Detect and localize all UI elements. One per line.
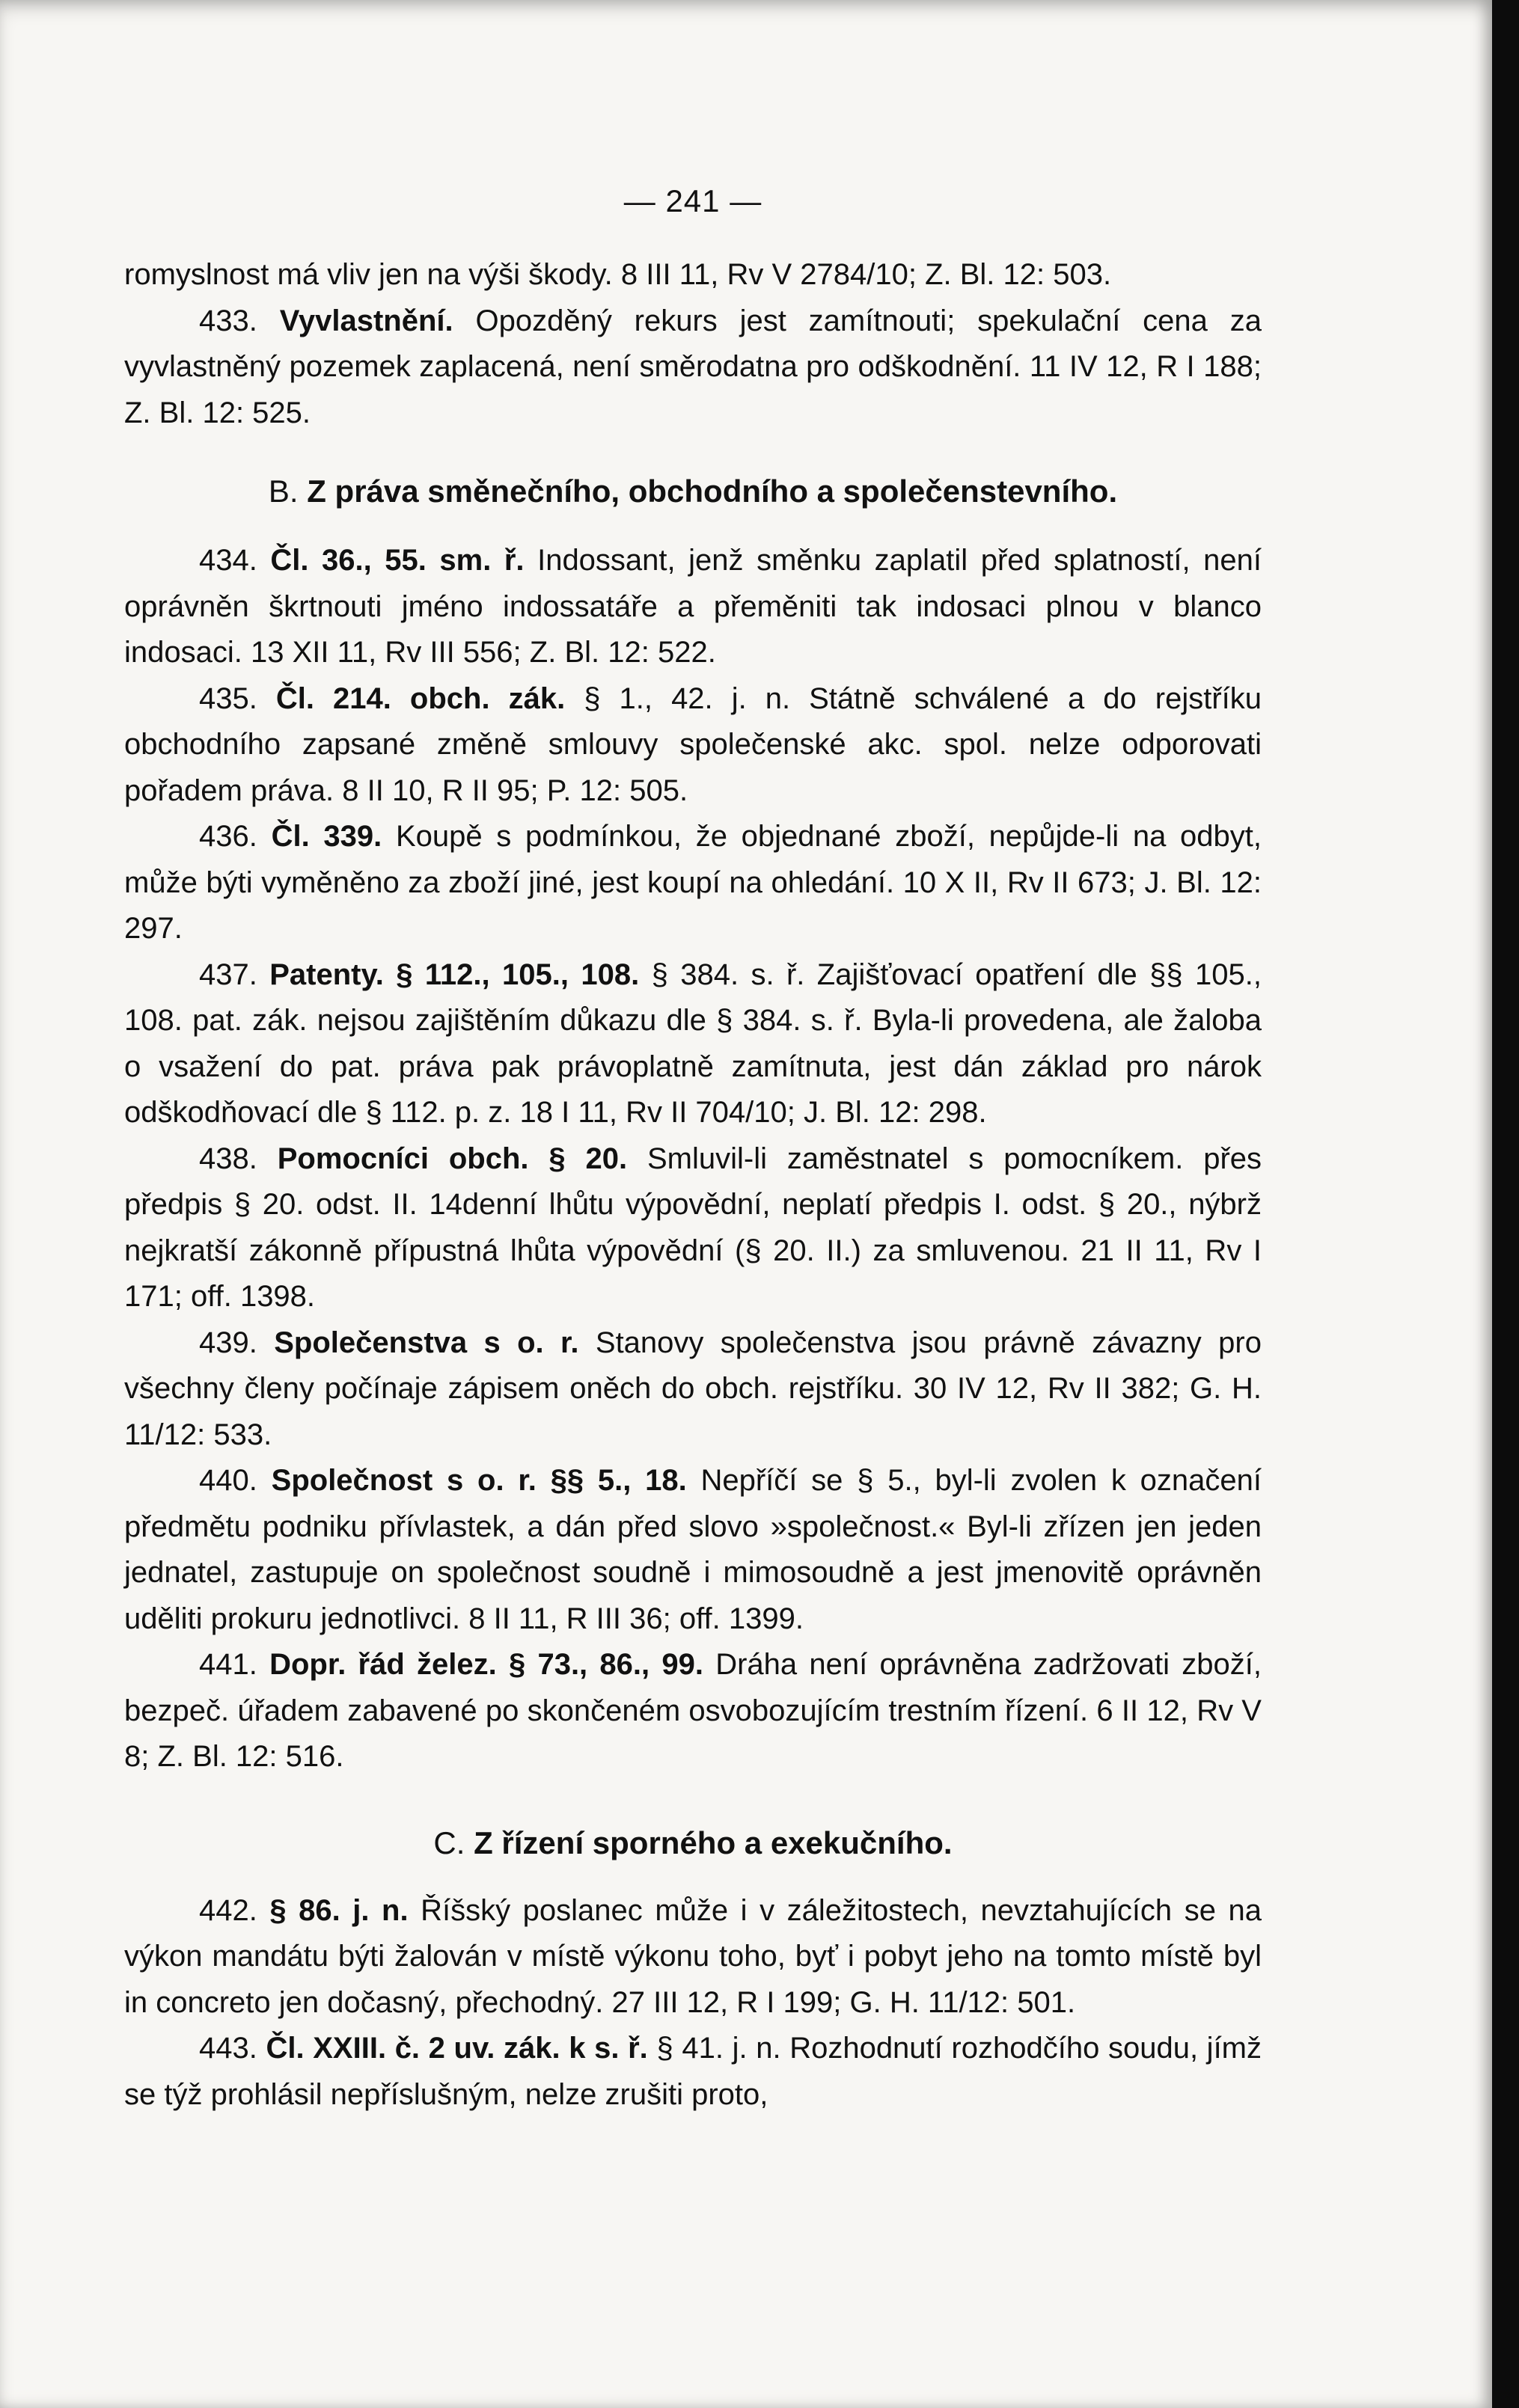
entry-heading: Čl. 339. xyxy=(271,820,382,853)
entry-heading: Čl. 214. obch. zák. xyxy=(275,681,566,715)
entry-439 xyxy=(124,1320,1262,1459)
entry-heading: § 86. j. n. xyxy=(269,1893,409,1927)
entry-436 xyxy=(124,814,1262,952)
entry-text: § 41. j. n. Rozhodnutí rozhodčího soudu, jímž se týž prohlásil nepříslušným, nelze zrušiti proto, xyxy=(124,2032,1262,2111)
entry-heading: Pomocníci obch. § 20. xyxy=(277,1142,628,1175)
section-title: Z práva směnečního, obchodního a společenstevního. xyxy=(307,474,1118,509)
entry-438 xyxy=(124,1136,1262,1320)
entry-heading: Společenstva s o. r. xyxy=(274,1326,579,1359)
entry-number: 433. xyxy=(199,304,257,337)
entry-number: 440. xyxy=(199,1464,257,1497)
entry-435 xyxy=(124,676,1262,815)
entry-number: 441. xyxy=(199,1648,257,1681)
entry-heading: Vyvlastnění. xyxy=(279,304,453,337)
entry-text: Dráha není oprávněna zadržovati zboží, bezpeč. úřadem zabavené po skončeném osvobozujícím trestním řízení. 6 II 12, Rv V 8; Z. Bl. 12: 516. xyxy=(124,1648,1262,1773)
section-heading-b xyxy=(124,468,1262,515)
entry-number: 438. xyxy=(199,1142,257,1175)
section-title: Z řízení sporného a exekučního. xyxy=(474,1825,953,1860)
entry-heading: Dopr. řád želez. § 73., 86., 99. xyxy=(269,1648,703,1681)
entry-number: 442. xyxy=(199,1893,257,1927)
entry-text: Koupě s podmínkou, že objednané zboží, nepůjde-li na odbyt, může býti vyměněno za zboží jiné, jest koupí na ohledání. 10 X II, Rv II 673; J. Bl. 12: 297. xyxy=(124,820,1262,945)
entry-number: 443. xyxy=(199,2032,257,2065)
section-letter: B. xyxy=(268,474,299,509)
entry-text: Říšský poslanec může i v záležitostech, nevztahujících se na výkon mandátu býti žalován v místě výkonu toho, byť i pobyt jeho na tomto místě byl in concreto jen dočasný, přechodný. 27 III 12, R I 199; G. H. 11/12: 501. xyxy=(124,1893,1262,2019)
entry-433 xyxy=(124,298,1262,437)
entry-heading: Společnost s o. r. §§ 5., 18. xyxy=(271,1464,687,1497)
entry-text: Nepříčí se § 5., byl-li zvolen k označení předmětu podniku přívlastek, a dán před slovo »společnost.« Byl-li zřízen jen jeden jednatel, zastupuje on společnost soudně i mimosoudně a jest jmenovitě oprávněn uděliti prokuru jednotlivci. 8 II 11, R III 36; off. 1399. xyxy=(124,1464,1262,1635)
continuation-paragraph: romyslnost má vliv jen na výši škody. 8 III 11, Rv V 2784/10; Z. Bl. 12: 503. xyxy=(124,258,1112,291)
entry-442 xyxy=(124,1888,1262,2026)
entry-text: Opozděný rekurs jest zamítnouti; spekulační cena za vyvlastněný pozemek zaplacená, není směrodatna pro odškodnění. 11 IV 12, R I 188; Z. Bl. 12: 525. xyxy=(124,304,1262,429)
page-number: — 241 — xyxy=(623,183,762,218)
entry-437 xyxy=(124,952,1262,1136)
entry-heading: Čl. XXIII. č. 2 uv. zák. k s. ř. xyxy=(266,2032,648,2065)
entry-number: 434. xyxy=(199,544,257,577)
entry-443 xyxy=(124,2026,1262,2118)
entry-number: 439. xyxy=(199,1326,257,1359)
entry-text: Smluvil-li zaměstnatel s pomocníkem. přes předpis § 20. odst. II. 14denní lhůtu výpovědní, neplatí předpis I. odst. § 20., nýbrž nejkratší zákonně přípustná lhůta výpovědní (§ 20. II.) za smluvenou. 21 II 11, Rv I 171; off. 1398. xyxy=(124,1142,1262,1313)
entry-text: Indossant, jenž směnku zaplatil před splatností, není oprávněn škrtnouti jméno indossatáře a přeměniti tak indosaci plnou v blanco indosaci. 13 XII 11, Rv III 556; Z. Bl. 12: 522. xyxy=(124,544,1262,669)
entry-441 xyxy=(124,1642,1262,1780)
entry-heading: Patenty. § 112., 105., 108. xyxy=(269,958,640,991)
entry-number: 437. xyxy=(199,958,257,991)
entry-number: 435. xyxy=(199,681,257,715)
entry-heading: Čl. 36., 55. sm. ř. xyxy=(270,544,525,577)
entry-text: Stanovy společenstva jsou právně závazny pro všechny členy počínaje zápisem oněch do obch. rejstříku. 30 IV 12, Rv II 382; G. H. 11/12: 533. xyxy=(124,1326,1262,1451)
entry-number: 436. xyxy=(199,820,257,853)
section-heading-c xyxy=(124,1819,1262,1867)
entry-434 xyxy=(124,538,1262,676)
entry-text: § 384. s. ř. Zajišťovací opatření dle §§ 105., 108. pat. zák. nejsou zajištěním důkazu dle § 384. s. ř. Byla-li provedena, ale žaloba o vsažení do pat. práva pak právoplatně zamítnuta, jest dán základ pro nárok odškodňovací dle § 112. p. z. 18 I 11, Rv II 704/10; J. Bl. 12: 298. xyxy=(124,958,1262,1129)
section-letter: C. xyxy=(433,1825,465,1860)
entry-440 xyxy=(124,1458,1262,1642)
entry-text: § 1., 42. j. n. Státně schválené a do rejstříku obchodního zapsané změně smlouvy společenské akc. spol. nelze odporovati pořadem práva. 8 II 10, R II 95; P. 12: 505. xyxy=(124,681,1262,807)
text-column xyxy=(124,178,1262,2118)
